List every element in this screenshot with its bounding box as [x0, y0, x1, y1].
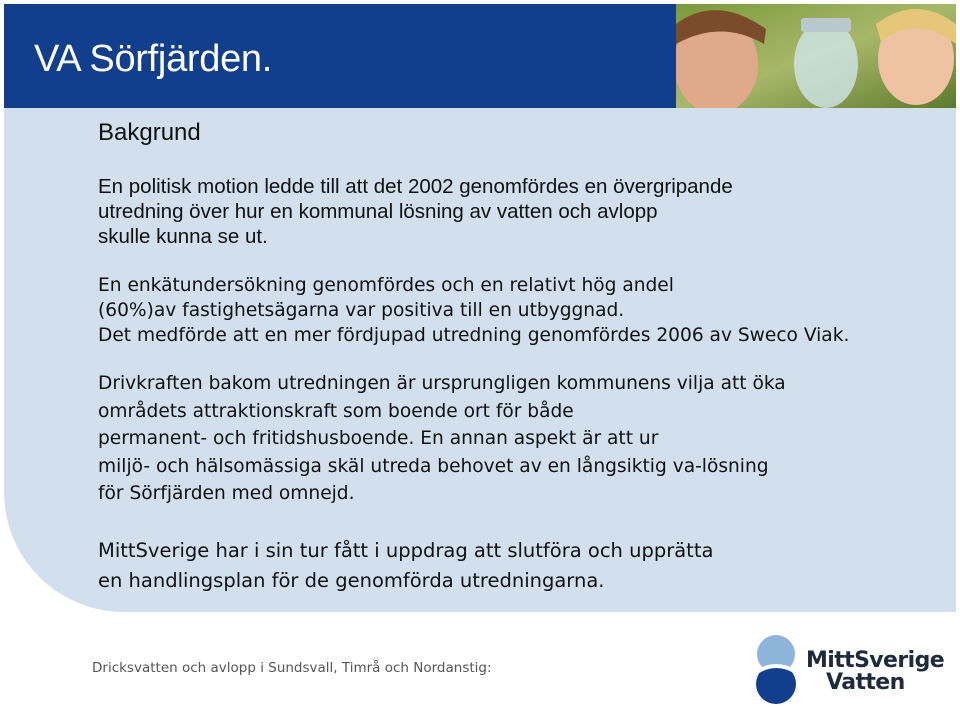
logo-line-2: Vatten [826, 670, 905, 695]
paragraph-line: Drivkraften bakom utredningen är ursprungligen kommunens vilja att öka [98, 373, 786, 394]
section-heading: Bakgrund [98, 119, 201, 146]
paragraph-2 [98, 273, 849, 348]
paragraph-line: skulle kunna se ut. [98, 225, 268, 248]
paragraph-line: miljö- och hälsomässiga skäl utreda behovet av en långsiktig va-lösning [98, 455, 769, 477]
paragraph-line: en handlingsplan för de genomförda utredningarna. [98, 569, 605, 592]
footer-text: Dricksvatten och avlopp i Sundsvall, Timrå och Nordanstig: [92, 660, 492, 676]
paragraph-3 [98, 370, 786, 508]
header-photo [676, 4, 956, 108]
paragraph-line: MittSverige har i sin tur fått i uppdrag att slutföra och upprätta [98, 539, 714, 562]
paragraph-4 [98, 536, 713, 596]
logo-line-1: MittSverige [806, 648, 945, 673]
logo-mark-icon [752, 632, 812, 708]
paragraph-line: Det medförde att en mer fördjupad utredning genomfördes 2006 av Sweco Viak. [98, 325, 850, 346]
paragraph-line: En enkätundersökning genomfördes och en relativt hög andel [98, 275, 674, 296]
paragraph-line: (60%)av fastighetsägarna var positiva till en utbyggnad. [98, 300, 625, 321]
paragraph-1 [98, 174, 733, 249]
paragraph-line: för Sörfjärden med omnejd. [98, 483, 355, 504]
slide-title: VA Sörfjärden. [34, 38, 273, 80]
paragraph-line: En politisk motion ledde till att det 2002 genomfördes en övergripande [98, 175, 733, 198]
paragraph-line: permanent- och fritidshusboende. En annan aspekt är att ur [98, 428, 659, 449]
paragraph-line: utredning över hur en kommunal lösning av vatten och avlopp [98, 200, 658, 223]
paragraph-line: områdets attraktionskraft som boende ort för både [98, 400, 574, 422]
